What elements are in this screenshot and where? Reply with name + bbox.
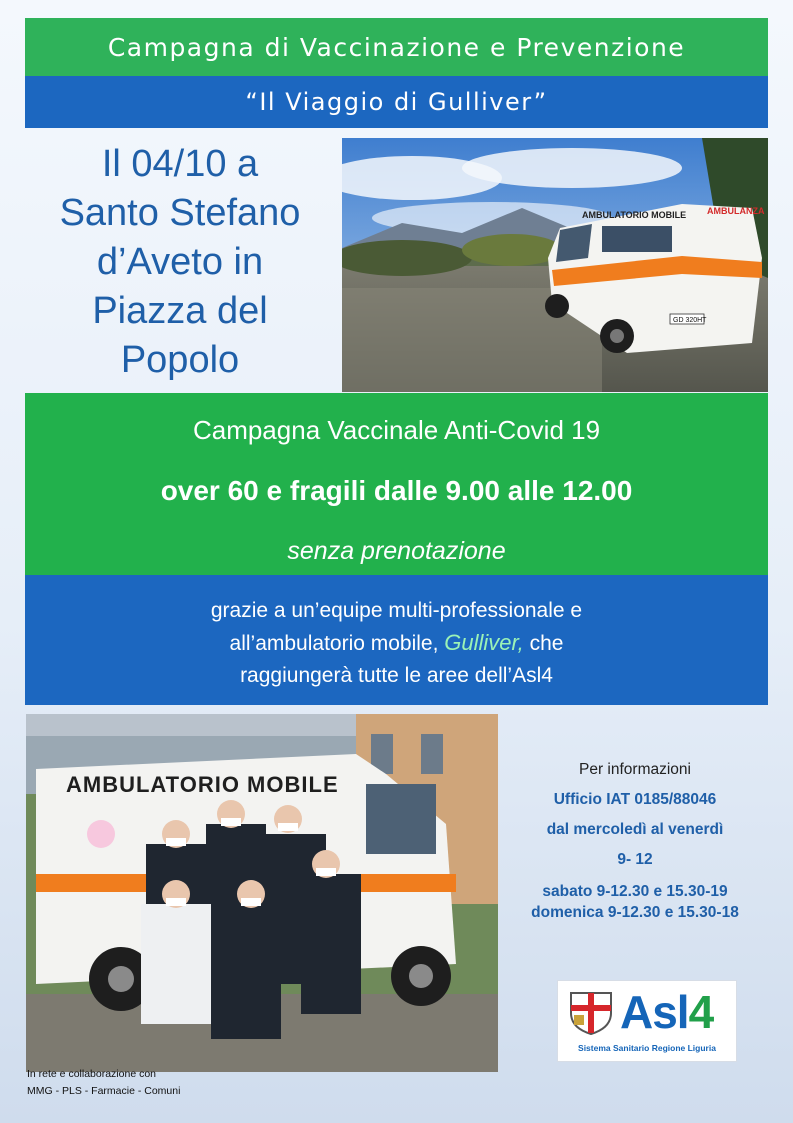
- footer: [27, 1066, 180, 1100]
- event-title-line: Piazza del: [92, 290, 268, 332]
- campaign-header-text: Campagna di Vaccinazione e Prevenzione: [107, 32, 686, 62]
- medical-team-photo: [26, 714, 498, 1072]
- team-line-1: grazie a un’equipe multi-professionale e: [210, 599, 583, 622]
- info-block: [505, 755, 765, 923]
- project-header-text: “Il Viaggio di Gulliver”: [245, 88, 548, 116]
- event-title-line: Il 04/10 a: [101, 143, 259, 185]
- campaign-booking: senza prenotazione: [287, 537, 506, 565]
- campaign-header: [25, 18, 768, 76]
- team-line-2-after: che: [529, 632, 564, 655]
- asl4-logo: [557, 980, 737, 1062]
- info-office: Ufficio IAT 0185/88046: [553, 791, 717, 808]
- event-title-line: Popolo: [120, 339, 240, 381]
- asl-number: 4: [688, 986, 714, 1038]
- project-header: [25, 76, 768, 128]
- event-title: [20, 140, 340, 385]
- footer-line-1: In rete e collaborazione con: [27, 1068, 156, 1080]
- event-title-line: Santo Stefano: [59, 192, 301, 234]
- campaign-title: Campagna Vaccinale Anti-Covid 19: [192, 415, 601, 445]
- campaign-block: [25, 393, 768, 575]
- van-plate: GD 320HT: [673, 317, 707, 324]
- liguria-crest-icon: [568, 989, 614, 1035]
- team-line-2-before: all’ambulatorio mobile,: [229, 632, 439, 655]
- info-days: dal mercoledì al venerdì: [546, 821, 724, 838]
- van-label: AMBULATORIO MOBILE: [582, 210, 687, 220]
- asl4-wordmark: [620, 985, 713, 1039]
- info-saturday: sabato 9-12.30 e 15.30-19: [542, 883, 728, 900]
- team-block: [25, 575, 768, 705]
- campaign-target: over 60 e fragili dalle 9.00 alle 12.00: [160, 475, 633, 506]
- info-sunday: domenica 9-12.30 e 15.30-18: [531, 904, 739, 921]
- info-title: Per informazioni: [579, 761, 691, 778]
- asl-text: Asl: [620, 986, 689, 1038]
- gulliver-name: Gulliver,: [444, 630, 524, 655]
- van-label-bottom: AMBULATORIO MOBILE: [66, 772, 339, 797]
- footer-line-2: MMG - PLS - Farmacie - Comuni: [27, 1085, 181, 1097]
- event-title-line: d’Aveto in: [96, 241, 264, 283]
- logo-caption: Sistema Sanitario Regione Liguria: [578, 1043, 716, 1053]
- van-ambulanza-label: AMBULANZA: [707, 206, 765, 216]
- team-line-3: raggiungerà tutte le aree dell’Asl4: [240, 664, 553, 687]
- info-hours: 9- 12: [617, 851, 653, 868]
- ambulance-landscape-photo: [342, 138, 768, 392]
- team-line-2: [25, 627, 768, 660]
